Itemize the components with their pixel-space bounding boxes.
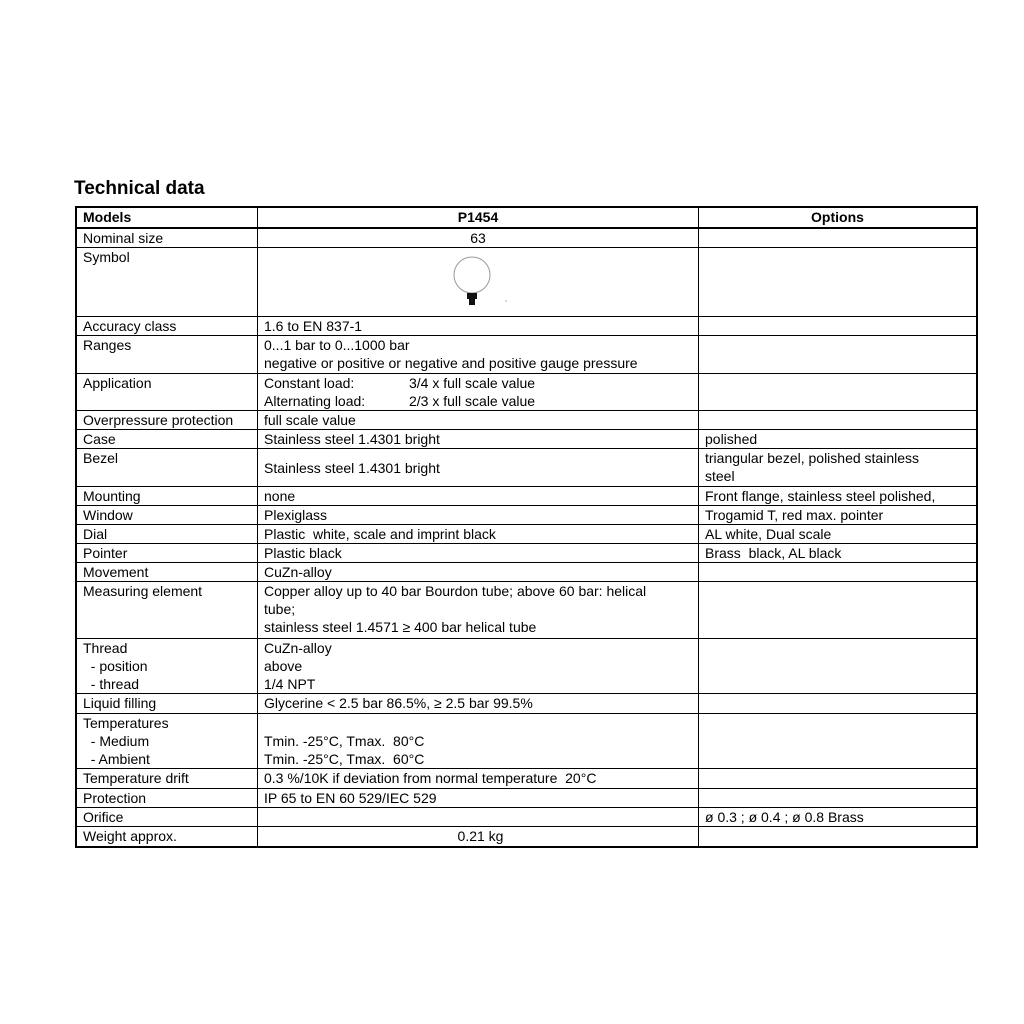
row-label bbox=[76, 563, 258, 582]
row-options-line: steel bbox=[705, 468, 735, 484]
row-label-line: Nominal size bbox=[83, 230, 164, 246]
load-type: Alternating load: bbox=[264, 393, 366, 409]
row-value-line: 0.3 %/10K if deviation from normal temperature 20°C bbox=[264, 770, 597, 786]
row-label bbox=[76, 544, 258, 563]
row-label bbox=[76, 506, 258, 525]
header-model-name: P1454 bbox=[258, 207, 699, 228]
value-line bbox=[264, 374, 698, 392]
row-value-line: Tmin. -25°C, Tmax. 80°C bbox=[264, 733, 425, 749]
row-label-line: Symbol bbox=[83, 249, 130, 265]
table-row bbox=[76, 411, 977, 430]
row-label-line: Dial bbox=[83, 526, 108, 542]
row-options-line: triangular bezel, polished stainless bbox=[705, 450, 920, 466]
table-header-row bbox=[76, 207, 977, 228]
row-value bbox=[258, 506, 699, 525]
table-row bbox=[76, 789, 977, 808]
row-options bbox=[699, 317, 978, 336]
row-label bbox=[76, 487, 258, 506]
row-value bbox=[258, 544, 699, 563]
row-label bbox=[76, 411, 258, 430]
row-value-line: Tmin. -25°C, Tmax. 60°C bbox=[264, 751, 425, 767]
row-label bbox=[76, 639, 258, 694]
row-value bbox=[258, 563, 699, 582]
table-row bbox=[76, 639, 977, 694]
row-value-line: Stainless steel 1.4301 bright bbox=[264, 459, 440, 476]
row-label-line: Temperature drift bbox=[83, 770, 189, 786]
table-row bbox=[76, 563, 977, 582]
row-value-line: 1/4 NPT bbox=[264, 676, 316, 692]
row-value bbox=[258, 714, 699, 769]
table-row bbox=[76, 525, 977, 544]
page-title: Technical data bbox=[74, 178, 205, 199]
row-options-line: polished bbox=[705, 431, 758, 447]
row-value-line: IP 65 to EN 60 529/IEC 529 bbox=[264, 790, 437, 806]
row-label bbox=[76, 789, 258, 808]
row-options-line: Front flange, stainless steel polished, bbox=[705, 488, 936, 504]
row-options bbox=[699, 639, 978, 694]
row-value-line: above bbox=[264, 658, 303, 674]
row-options bbox=[699, 694, 978, 714]
row-options bbox=[699, 582, 978, 639]
table-row bbox=[76, 449, 977, 487]
row-label bbox=[76, 248, 258, 317]
row-label-line: Liquid filling bbox=[83, 695, 157, 711]
row-label bbox=[76, 808, 258, 827]
row-label bbox=[76, 582, 258, 639]
header-options: Options bbox=[699, 207, 978, 228]
row-options bbox=[699, 714, 978, 769]
row-value-line: Plastic white, scale and imprint black bbox=[264, 526, 496, 542]
row-label bbox=[76, 336, 258, 374]
table-row bbox=[76, 248, 977, 317]
row-label-line: - position bbox=[83, 658, 148, 674]
row-value bbox=[258, 228, 699, 248]
load-value: 2/3 x full scale value bbox=[409, 393, 536, 409]
row-value bbox=[258, 487, 699, 506]
row-value bbox=[258, 582, 699, 639]
row-value-line: Plexiglass bbox=[264, 507, 328, 523]
row-value bbox=[258, 411, 699, 430]
row-options bbox=[699, 248, 978, 317]
row-options-line: AL white, Dual scale bbox=[705, 526, 832, 542]
row-options bbox=[699, 374, 978, 411]
load-value: 3/4 x full scale value bbox=[409, 375, 536, 391]
row-value bbox=[258, 808, 699, 827]
row-label-line: Case bbox=[83, 431, 116, 447]
row-options bbox=[699, 336, 978, 374]
row-value-line: full scale value bbox=[264, 412, 356, 428]
row-options bbox=[699, 808, 978, 827]
row-value bbox=[258, 248, 699, 317]
row-value-line: Stainless steel 1.4301 bright bbox=[264, 431, 440, 447]
row-value bbox=[258, 694, 699, 714]
row-options bbox=[699, 525, 978, 544]
row-label bbox=[76, 374, 258, 411]
row-label-line: - Ambient bbox=[83, 751, 150, 767]
row-value-line: stainless steel 1.4571 ≥ 400 bar helical tube bbox=[264, 619, 537, 635]
row-label-line: Pointer bbox=[83, 545, 128, 561]
row-value bbox=[258, 317, 699, 336]
row-value-line: Glycerine < 2.5 bar 86.5%, ≥ 2.5 bar 99.5% bbox=[264, 695, 533, 711]
row-label bbox=[76, 769, 258, 789]
row-label bbox=[76, 827, 258, 847]
row-value-line: 63 bbox=[470, 230, 486, 246]
row-options bbox=[699, 544, 978, 563]
row-value bbox=[258, 639, 699, 694]
row-options bbox=[699, 789, 978, 808]
row-label bbox=[76, 525, 258, 544]
table-row bbox=[76, 228, 977, 248]
row-options bbox=[699, 487, 978, 506]
row-value-line: none bbox=[264, 488, 296, 504]
row-label-line: Ranges bbox=[83, 337, 132, 353]
row-label-line: Temperatures bbox=[83, 715, 169, 731]
row-label-line: Weight approx. bbox=[83, 828, 177, 844]
row-value-line: 1.6 to EN 837-1 bbox=[264, 318, 363, 334]
row-value bbox=[258, 430, 699, 449]
pressure-gauge-symbol-icon bbox=[451, 256, 511, 312]
table-row bbox=[76, 769, 977, 789]
row-label bbox=[76, 228, 258, 248]
row-label-line: Mounting bbox=[83, 488, 141, 504]
row-label bbox=[76, 449, 258, 487]
table-row bbox=[76, 714, 977, 769]
row-label-line: Thread bbox=[83, 640, 128, 656]
row-options bbox=[699, 430, 978, 449]
row-value-line: CuZn-alloy bbox=[264, 564, 332, 580]
table-row bbox=[76, 336, 977, 374]
table-row bbox=[76, 582, 977, 639]
row-label-line: Window bbox=[83, 507, 133, 523]
row-label bbox=[76, 694, 258, 714]
row-value bbox=[258, 336, 699, 374]
row-label-line: - thread bbox=[83, 676, 140, 692]
table-row bbox=[76, 374, 977, 411]
row-options-line: Trogamid T, red max. pointer bbox=[705, 507, 884, 523]
row-value-line: CuZn-alloy bbox=[264, 640, 332, 656]
table-row bbox=[76, 808, 977, 827]
row-value bbox=[258, 769, 699, 789]
table-row bbox=[76, 487, 977, 506]
row-label-line: Bezel bbox=[83, 450, 119, 466]
row-options bbox=[699, 769, 978, 789]
row-value-line: Plastic black bbox=[264, 545, 342, 561]
row-label bbox=[76, 317, 258, 336]
row-label bbox=[76, 714, 258, 769]
row-value bbox=[258, 827, 699, 847]
row-options bbox=[699, 228, 978, 248]
row-label-line: Protection bbox=[83, 790, 147, 806]
row-label-line: Accuracy class bbox=[83, 318, 177, 334]
row-options bbox=[699, 449, 978, 487]
row-value-line: negative or positive or negative and positive gauge pressure bbox=[264, 355, 638, 371]
load-type: Constant load: bbox=[264, 375, 355, 391]
row-label bbox=[76, 430, 258, 449]
row-label-line: Measuring element bbox=[83, 583, 203, 599]
row-value bbox=[258, 525, 699, 544]
row-value bbox=[258, 449, 699, 487]
row-options bbox=[699, 563, 978, 582]
table-row bbox=[76, 317, 977, 336]
table-row bbox=[76, 506, 977, 525]
row-value bbox=[258, 789, 699, 808]
row-options-line: Brass black, AL black bbox=[705, 545, 842, 561]
row-options-line: ø 0.3 ; ø 0.4 ; ø 0.8 Brass bbox=[705, 809, 864, 825]
row-label-line: Overpressure protection bbox=[83, 412, 234, 428]
row-value-line: 0.21 kg bbox=[457, 828, 504, 844]
table-row bbox=[76, 544, 977, 563]
row-value bbox=[258, 374, 699, 411]
row-options bbox=[699, 827, 978, 847]
row-value-line: Copper alloy up to 40 bar Bourdon tube; above 60 bar: helical bbox=[264, 583, 647, 599]
row-value-line: 0...1 bar to 0...1000 bar bbox=[264, 337, 410, 353]
row-options bbox=[699, 411, 978, 430]
row-value-line: tube; bbox=[264, 601, 296, 617]
row-label-line: Movement bbox=[83, 564, 149, 580]
row-label-line: Orifice bbox=[83, 809, 124, 825]
table-row bbox=[76, 827, 977, 847]
row-label-line: - Medium bbox=[83, 733, 150, 749]
technical-data-table bbox=[75, 206, 978, 848]
value-line bbox=[264, 392, 698, 410]
table-row bbox=[76, 694, 977, 714]
row-label-line: Application bbox=[83, 375, 152, 391]
row-options bbox=[699, 506, 978, 525]
table-row bbox=[76, 430, 977, 449]
row-value-line bbox=[264, 714, 698, 732]
header-models: Models bbox=[76, 207, 258, 228]
